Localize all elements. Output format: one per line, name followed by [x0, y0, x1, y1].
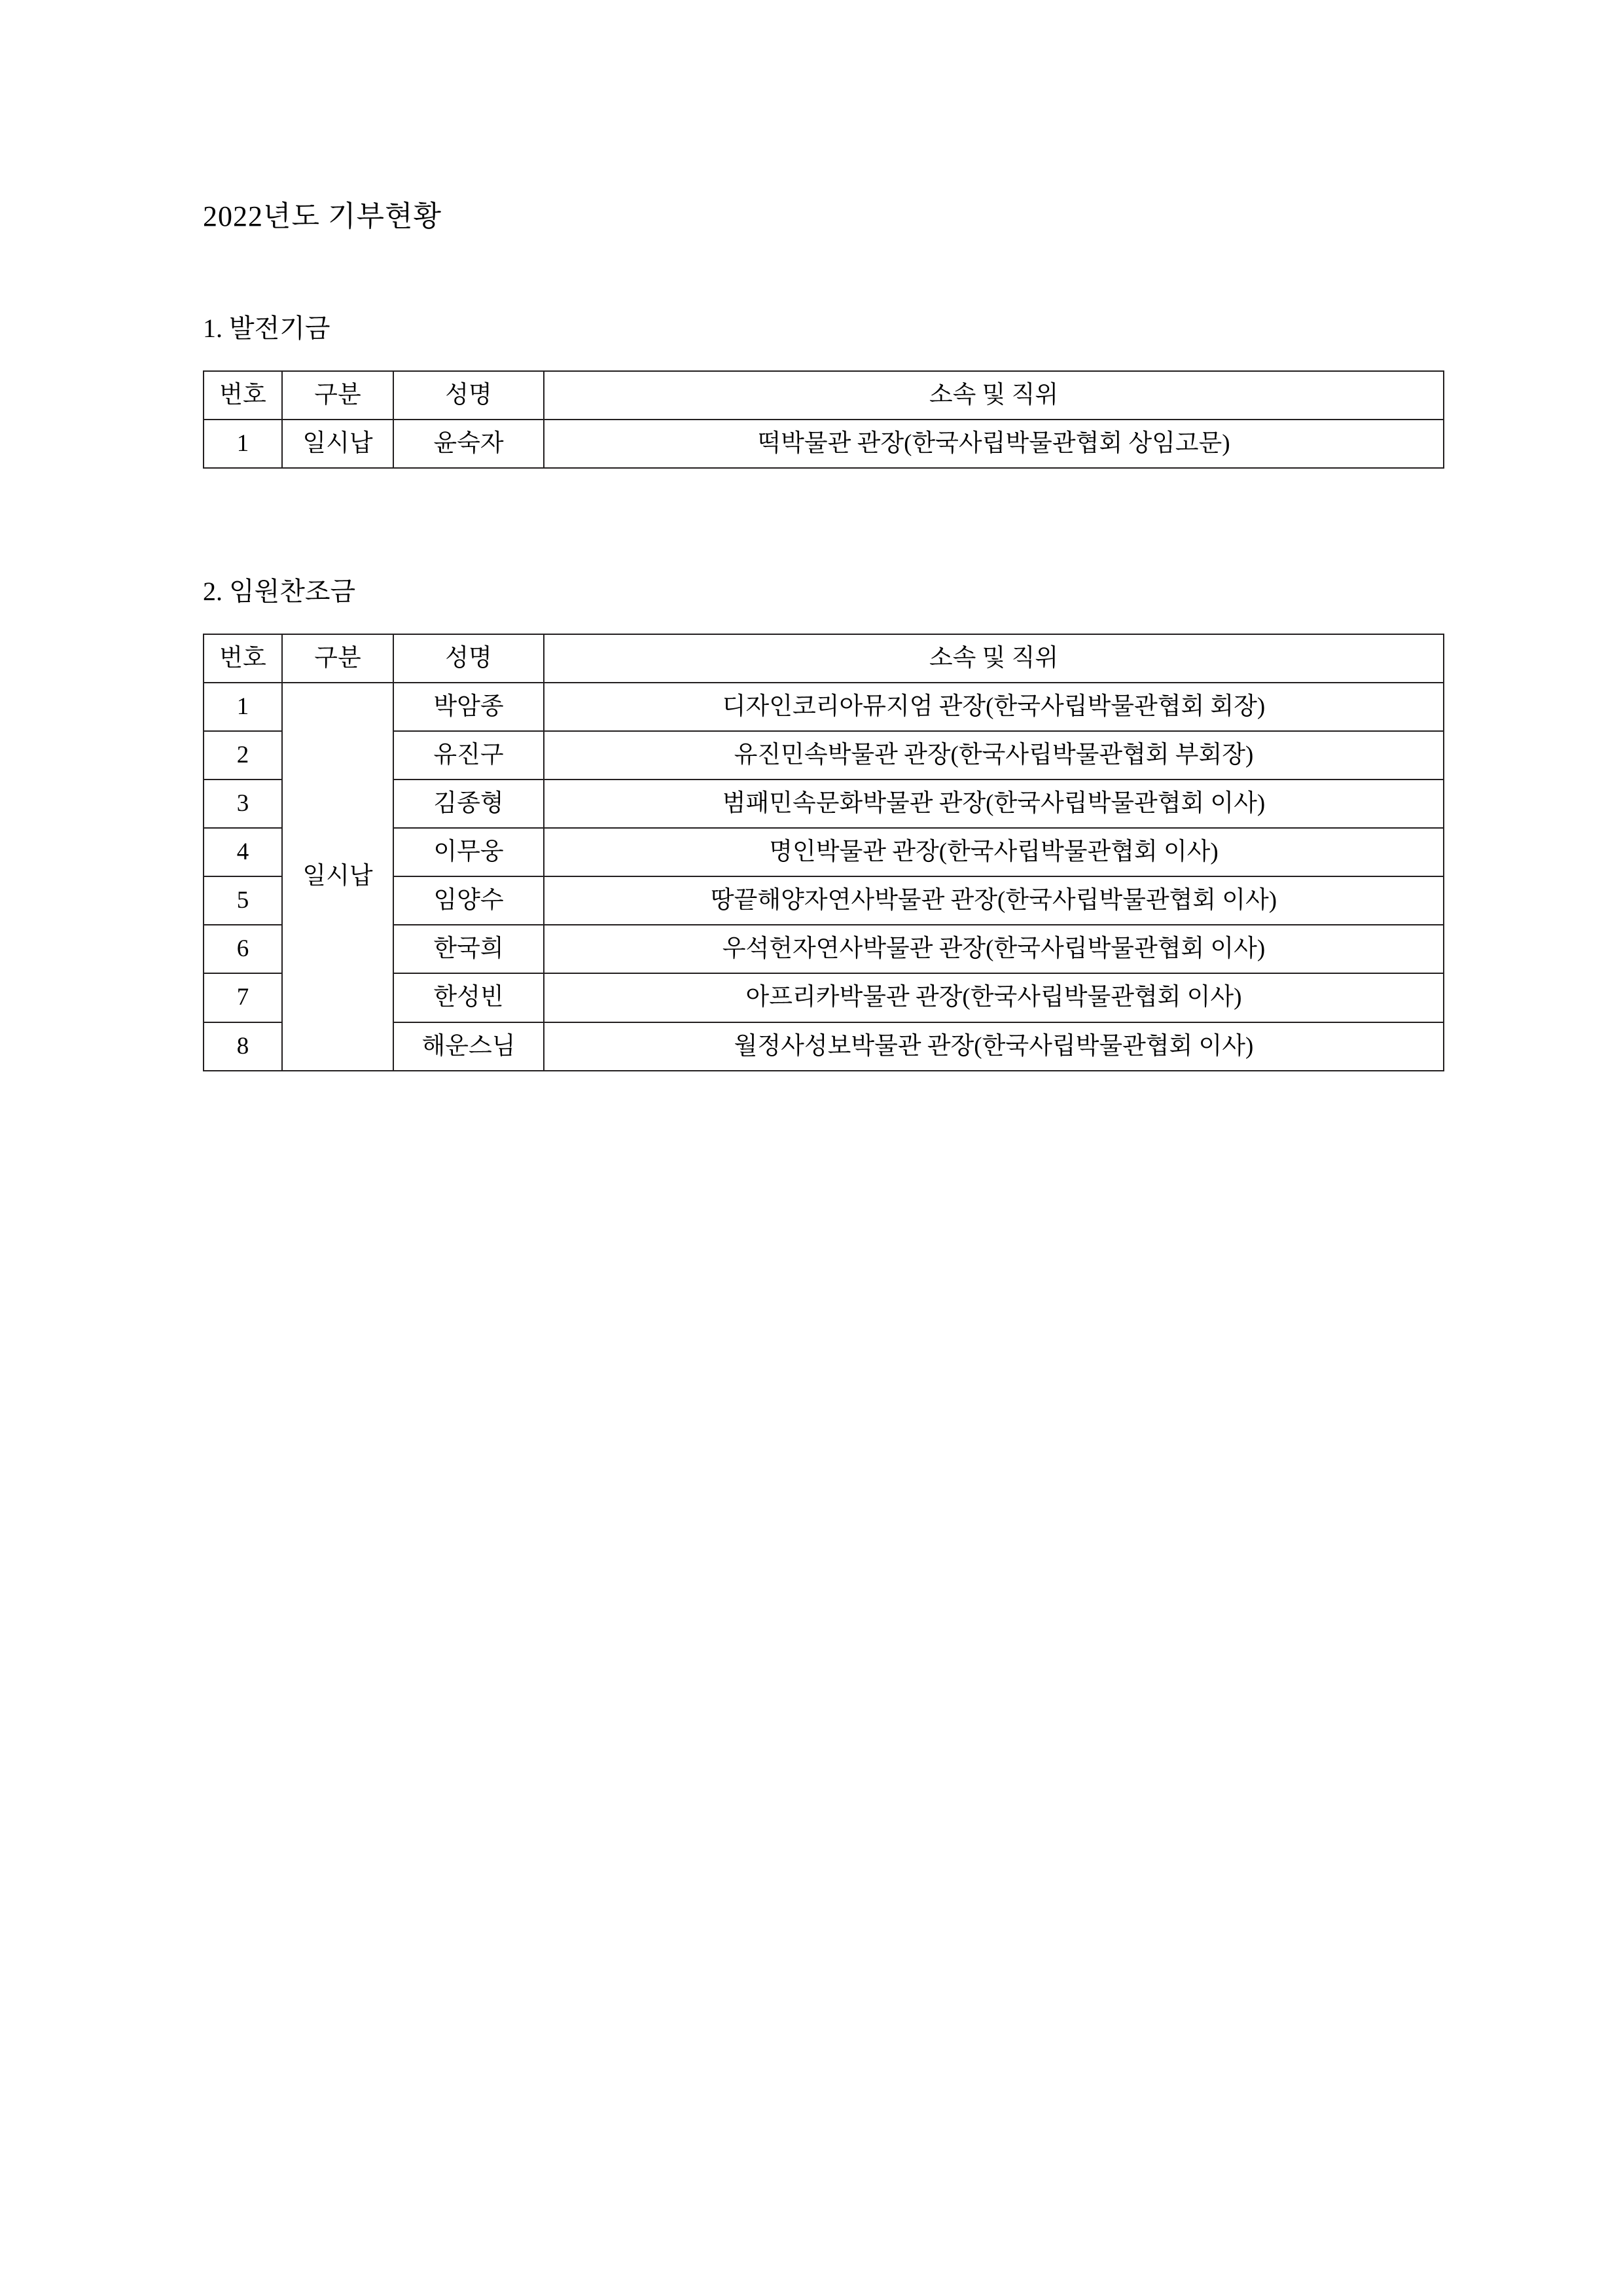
table-row [204, 420, 1444, 468]
section-heading-officer-contribution: 2. 임원찬조금 [203, 576, 356, 606]
column-header-type: 구분 [282, 371, 393, 420]
cell-name: 한국희 [393, 925, 544, 973]
column-header-affiliation: 소속 및 직위 [544, 634, 1444, 683]
cell-no: 4 [204, 828, 282, 876]
development-fund-table [203, 370, 1444, 469]
cell-affiliation: 땅끝해양자연사박물관 관장(한국사립박물관협회 이사) [544, 876, 1444, 925]
cell-no: 7 [204, 973, 282, 1022]
cell-name: 이무웅 [393, 828, 544, 876]
cell-name: 해운스님 [393, 1022, 544, 1071]
cell-affiliation: 떡박물관 관장(한국사립박물관협회 상임고문) [544, 420, 1444, 468]
column-header-name: 성명 [393, 371, 544, 420]
cell-affiliation: 명인박물관 관장(한국사립박물관협회 이사) [544, 828, 1444, 876]
cell-affiliation: 범패민속문화박물관 관장(한국사립박물관협회 이사) [544, 780, 1444, 828]
cell-affiliation: 우석헌자연사박물관 관장(한국사립박물관협회 이사) [544, 925, 1444, 973]
column-header-type: 구분 [282, 634, 393, 683]
section-heading-development-fund: 1. 발전기금 [203, 313, 330, 343]
cell-no: 8 [204, 1022, 282, 1071]
document-body [203, 196, 1446, 1071]
officer-contribution-table [203, 634, 1444, 1071]
table-row [204, 683, 1444, 731]
cell-no: 6 [204, 925, 282, 973]
column-header-affiliation: 소속 및 직위 [544, 371, 1444, 420]
table-header-row [204, 634, 1444, 683]
cell-type: 일시납 [282, 420, 393, 468]
cell-name: 윤숙자 [393, 420, 544, 468]
cell-type-merged: 일시납 [282, 683, 393, 1071]
column-header-no: 번호 [204, 371, 282, 420]
cell-name: 임양수 [393, 876, 544, 925]
cell-name: 박암종 [393, 683, 544, 731]
cell-affiliation: 아프리카박물관 관장(한국사립박물관협회 이사) [544, 973, 1444, 1022]
cell-name: 김종형 [393, 780, 544, 828]
cell-no: 1 [204, 683, 282, 731]
cell-affiliation: 월정사성보박물관 관장(한국사립박물관협회 이사) [544, 1022, 1444, 1071]
cell-no: 5 [204, 876, 282, 925]
cell-affiliation: 디자인코리아뮤지엄 관장(한국사립박물관협회 회장) [544, 683, 1444, 731]
cell-name: 유진구 [393, 731, 544, 780]
cell-name: 한성빈 [393, 973, 544, 1022]
cell-affiliation: 유진민속박물관 관장(한국사립박물관협회 부회장) [544, 731, 1444, 780]
cell-no: 3 [204, 780, 282, 828]
cell-no: 1 [204, 420, 282, 468]
page-title: 2022년도 기부현황 [203, 200, 442, 232]
cell-no: 2 [204, 731, 282, 780]
table-header-row [204, 371, 1444, 420]
column-header-no: 번호 [204, 634, 282, 683]
column-header-name: 성명 [393, 634, 544, 683]
